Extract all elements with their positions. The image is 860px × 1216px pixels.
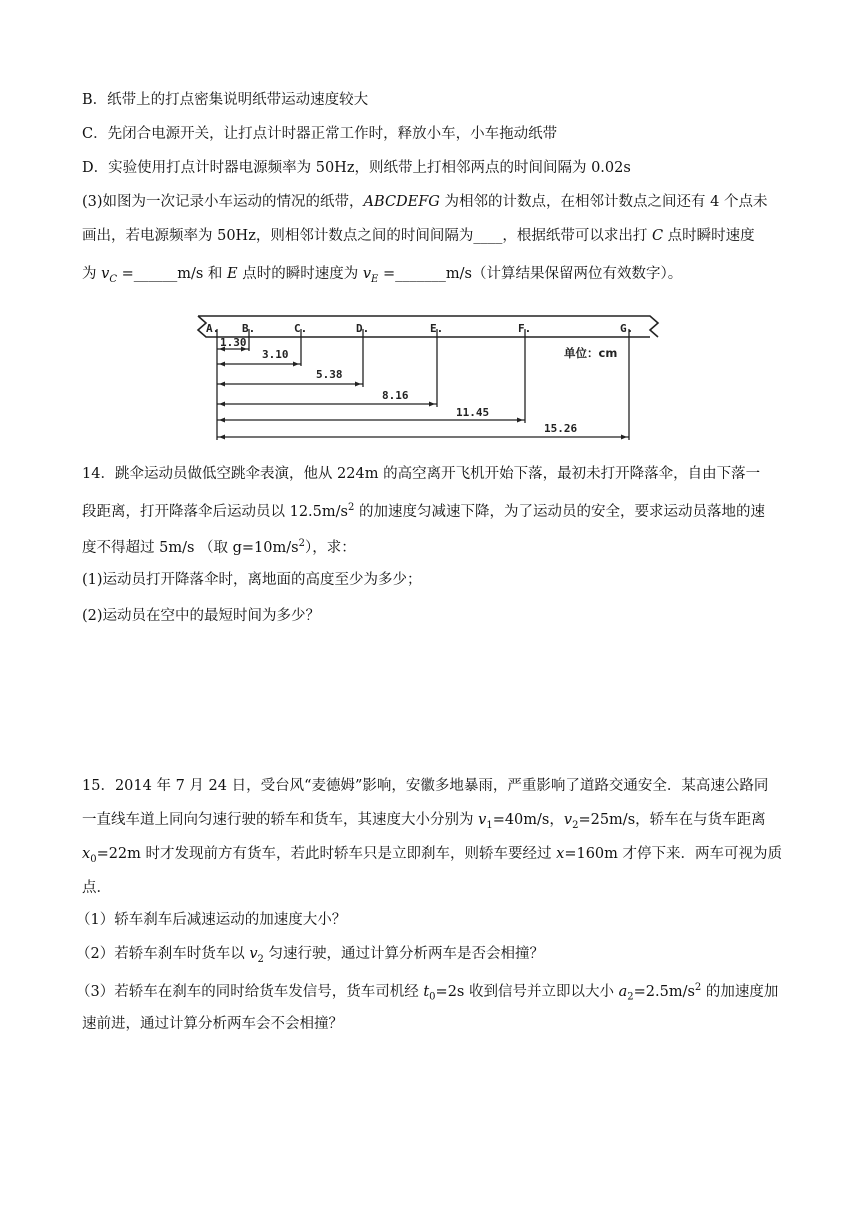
q15-part2: （2）若轿车刹车时货车以 $v_2$ 匀速行驶，通过计算分析两车是否会相撞？ [76,946,545,965]
q15-line2: 一直线车道上同向匀速行驶的轿车和货车，其速度大小分别为 $v_1=40m/s$，$v_2=25m/s$，轿车在与货车距离 [82,812,766,831]
q14-line2: 段距离，打开降落伞后运动员以 $12.5m/s^2$ 的加速度匀减速下降，为了运动员的安全，要求运动员落地的速 [82,502,765,520]
q15-last-line: 速前进，通过计算分析两车会不会相撞？ [82,1016,343,1032]
option-b: B．纸带上的打点密集说明纸带运动速度较大 [82,92,369,108]
point-g: G. [620,322,634,335]
tape-outline [198,316,658,337]
q15-part3: （3）若轿车在刹车的同时给货车发信号，货车司机经 $t_0=2s$ 收到信号并立即以大小 $a_2=2.5m/s^2$ 的加速度加 [76,982,779,1003]
distance-ag: 15.26 [544,422,578,435]
q14-part2: (2)运动员在空中的最短时间为多少？ [82,608,321,624]
distance-af: 11.45 [456,406,490,419]
q13-part3-line3: 为 $v_C$ =______m/s 和 E 点时的瞬时速度为 $v_E$ =_______m/s（计算结果保留两位有效数字）。 [82,266,683,285]
unit-label: 单位：cm [564,346,618,360]
option-c: C．先闭合电源开关，让打点计时器正常工作时，释放小车，小车拖动纸带 [82,126,558,142]
paper-tape-figure [192,313,662,445]
q15-line1: 15．2014 年 7 月 24 日，受台风“麦德姆”影响，安徽多地暴雨，严重影响了道路交通安全．某高速公路同 [82,778,769,794]
distance-ab: 1.30 [220,336,247,349]
point-e: E. [430,322,444,335]
q14-part1: (1)运动员打开降落伞时，离地面的高度至少为多少； [82,572,422,588]
q14-line1: 14．跳伞运动员做低空跳伞表演，他从 224m 的高空离开飞机开始下落，最初未打开降落伞，自由下落一 [82,466,761,482]
q14-line3: 度不得超过 5m/s （取 $g=10m/s^2$），求： [82,538,356,556]
point-a: A. [206,322,220,335]
q15-line3: $x_0=22m$ 时才发现前方有货车，若此时轿车只是立即刹车，则轿车要经过 x=160m 才停下来．两车可视为质 [82,846,783,865]
distance-ae: 8.16 [382,389,409,402]
q15-part1: （1）轿车刹车后减速运动的加速度大小？ [76,912,347,928]
option-d: D．实验使用打点计时器电源频率为 50Hz，则纸带上打相邻两点的时间间隔为 0.02s [82,160,631,176]
point-f: F. [518,322,532,335]
point-b: B. [242,322,256,335]
point-d: D. [356,322,370,335]
q15-line4: 点． [82,880,111,896]
point-c: C. [294,322,308,335]
q13-part3-line2: 画出，若电源频率为 50Hz，则相邻计数点之间的时间间隔为____，根据纸带可以求出打 C 点时瞬时速度 [82,228,755,244]
q13-part3-line1: (3)如图为一次记录小车运动的情况的纸带，ABCDEFG 为相邻的计数点，在相邻计数点之间还有 4 个点未 [82,194,768,210]
distance-ac: 3.10 [262,348,289,361]
distance-ad: 5.38 [316,368,343,381]
